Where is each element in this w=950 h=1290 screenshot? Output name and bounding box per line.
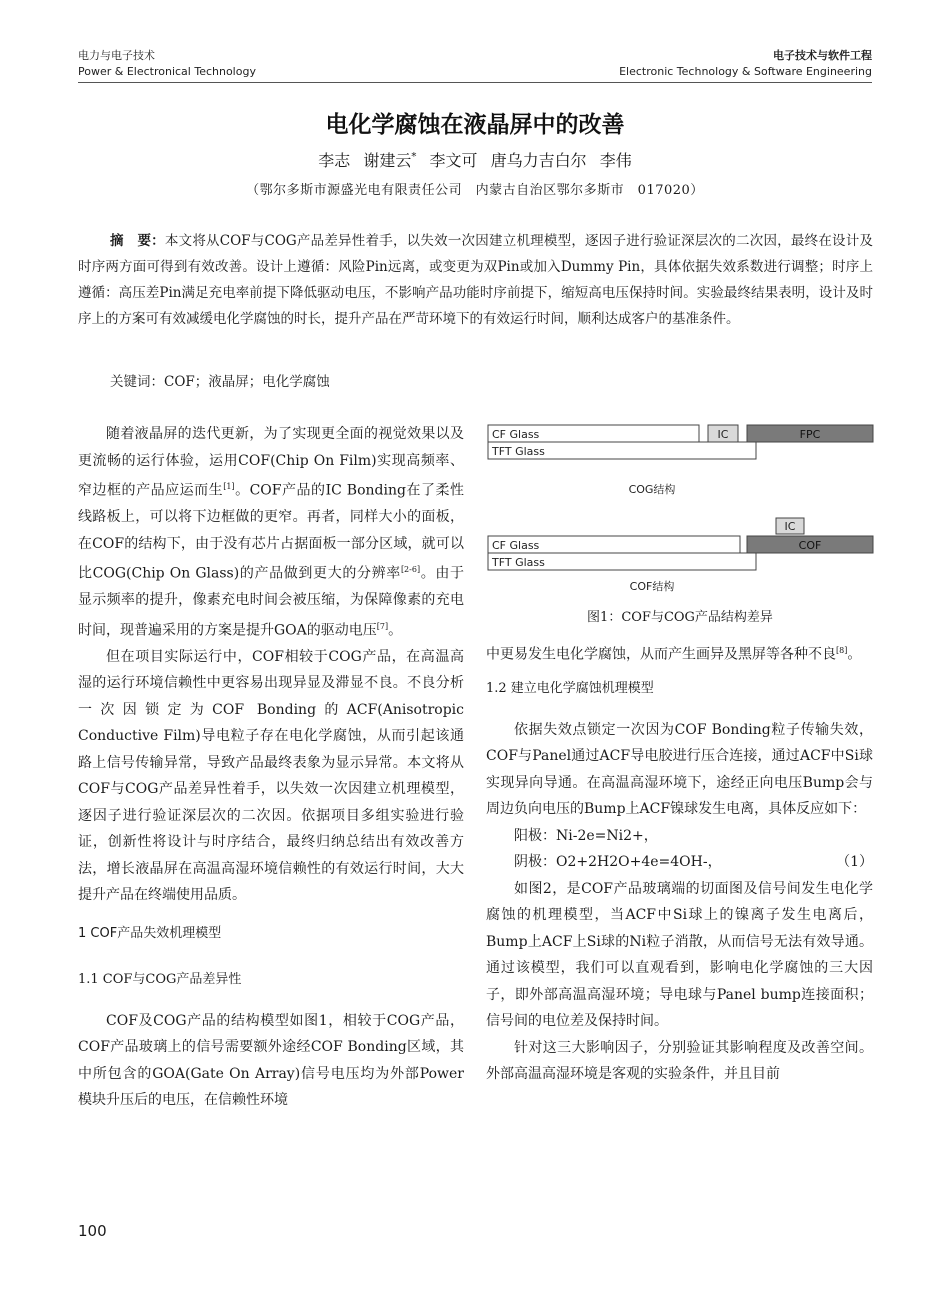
citation: [8]: [836, 646, 848, 655]
figure-1: [486, 420, 874, 630]
equation-number: （1）: [836, 854, 873, 871]
abstract: [78, 228, 873, 332]
paper-title: 电化学腐蚀在液晶屏中的改善: [325, 112, 625, 138]
subsection-heading: 1.1 COF与COG产品差异性: [78, 972, 242, 988]
paragraph: 随着液晶屏的迭代更新，为了实现更全面的视觉效果以及更流畅的运行体验，运用COF(Chip On Film)实现高频率、窄边框的产品应运而生[1]。COF产品的IC Bonding在了柔性线路板上，可以将下边框做的更窄。再者，同样大小的面板，在COF的结构下，由于没有芯片占据面板一部分区域，就可以比COG(Chip On Glass)的产品做到更大的分辨率[2-6]。由于显示频率的提升，像素充电时间会被压缩，为保障像素的充电时间，现普遍采用的方案是提升GOA的驱动电压[7]。: [78, 426, 465, 639]
section-heading: 1 COF产品失效机理模型: [78, 925, 222, 941]
author-name: 唐乌力吉白尔: [490, 151, 587, 170]
figure-caption: 图1：COF与COG产品结构差异: [587, 610, 773, 625]
left-column: [78, 421, 464, 1114]
keywords-text: COF；液晶屏；电化学腐蚀: [164, 374, 330, 390]
structure-diagram: [486, 420, 874, 600]
keywords-label: 关键词：: [110, 374, 164, 390]
paragraph: 如图2，是COF产品玻璃端的切面图及信号间发生电化学腐蚀的机理模型，当ACF中Si球上的镍离子发生电离后，Bump上ACF上Si球的Ni粒子消散，从而信号无法有效导通。通过该模型，我们可以直观看到，影响电化学腐蚀的三大因子，即外部高温高湿环境；导电球与Panel bump连接面积；信号间的电位差及保持时间。: [486, 880, 873, 1030]
tft-glass-label: TFT Glass: [492, 556, 545, 569]
fpc-label: FPC: [799, 428, 821, 441]
ic-label: IC: [784, 520, 796, 533]
author-name: 李志: [318, 151, 351, 170]
affiliation: （鄂尔多斯市源盛光电有限责任公司 内蒙古自治区鄂尔多斯市 017020）: [246, 183, 704, 198]
ic-label: IC: [717, 428, 729, 441]
tft-glass-label: TFT Glass: [492, 445, 545, 458]
author-name: 李伟: [599, 151, 632, 170]
header-divider: [78, 82, 872, 83]
citation: [7]: [376, 621, 389, 631]
paragraph: COF及COG产品的结构模型如图1，相较于COG产品，COF产品玻璃上的信号需要额外途经COF Bonding区域，其中所包含的GOA(Gate On Array)信号电压均为外部Power模块升压后的电压，在信赖性环境: [78, 1012, 464, 1109]
cog-structure-label: COG结构: [628, 483, 676, 496]
citation: [1]: [223, 482, 235, 491]
author-list: [0, 148, 950, 171]
journal-header-right: [619, 48, 872, 80]
paragraph: 依据失效点锁定一次因为COF Bonding粒子传输失效，COF与Panel通过ACF导电胶进行压合连接，通过ACF中Si球实现异向导通。在高温高湿环境下，途经正向电压Bump会与周边负向电压的Bump上ACF镍球发生电离，具体反应如下：: [486, 721, 873, 818]
corresponding-mark: *: [411, 151, 417, 163]
paragraph: 中更易发生电化学腐蚀，从而产生画异及黑屏等各种不良[8]。: [486, 646, 862, 663]
cof-structure-label: COF结构: [629, 580, 675, 593]
section-name-en: Power & Electronical Technology: [78, 65, 256, 78]
equation-cathode: 阴极：O2+2H2O+4e=4OH-， （1）: [486, 849, 873, 876]
journal-name-en: Electronic Technology & Software Engineering: [619, 65, 872, 78]
journal-name-cn: 电子技术与软件工程: [773, 49, 872, 62]
right-column: [486, 638, 873, 1088]
page-number: 100: [78, 1222, 107, 1240]
paragraph: 但在项目实际运行中，COF相较于COG产品，在高温高湿的运行环境信赖性中更容易出现异显及滞显不良。不良分析一次因锁定为COF Bonding的ACF(Anisotropic Conductive Film)导电粒子存在电化学腐蚀，从而引起该通路上信号传输异常，导致产品最终表象为显示异常。本文将从COF与COG产品差异性着手，以失效一次因建立机理模型，逐因子进行验证深层次的二次因。依据项目多组实验进行验证，创新性将设计与时序结合，最终归纳总结出有效改善方法，增长液晶屏在高温高湿环境信赖性的有效运行时间，大大提升产品在终端使用品质。: [78, 648, 464, 904]
subsection-heading: 1.2 建立电化学腐蚀机理模型: [486, 681, 654, 697]
author-name: 谢建云*: [363, 151, 417, 170]
cf-glass-label: CF Glass: [492, 428, 540, 441]
equation-anode: 阳极：Ni-2e=Ni2+，: [514, 827, 658, 844]
author-name: 李文可: [429, 151, 478, 170]
cf-glass-label: CF Glass: [492, 539, 540, 552]
keywords: [110, 369, 330, 395]
citation: [2-6]: [400, 565, 421, 575]
cof-label: COF: [798, 539, 822, 552]
section-name-cn: 电力与电子技术: [78, 49, 155, 62]
journal-header-left: [78, 48, 256, 80]
abstract-label: 摘 要：: [110, 233, 165, 249]
paragraph: 针对这三大影响因子，分别验证其影响程度及改善空间。外部高温高湿环境是客观的实验条件，并且目前: [486, 1039, 873, 1083]
abstract-text: 本文将从COF与COG产品差异性着手，以失效一次因建立机理模型，逐因子进行验证深层次的二次因，最终在设计及时序两方面可得到有效改善。设计上遵循：风险Pin远离，或变更为双Pin或加入Dummy Pin，具体依据失效系数进行调整；时序上遵循：高压差Pin满足充电率前提下降低驱动电压，不影响产品功能时序前提下，缩短高电压保持时间。实验最终结果表明，设计及时序上的方案可有效减缓电化学腐蚀的时长，提升产品在严苛环境下的有效运行时间，顺利达成客户的基准条件。: [78, 233, 873, 327]
